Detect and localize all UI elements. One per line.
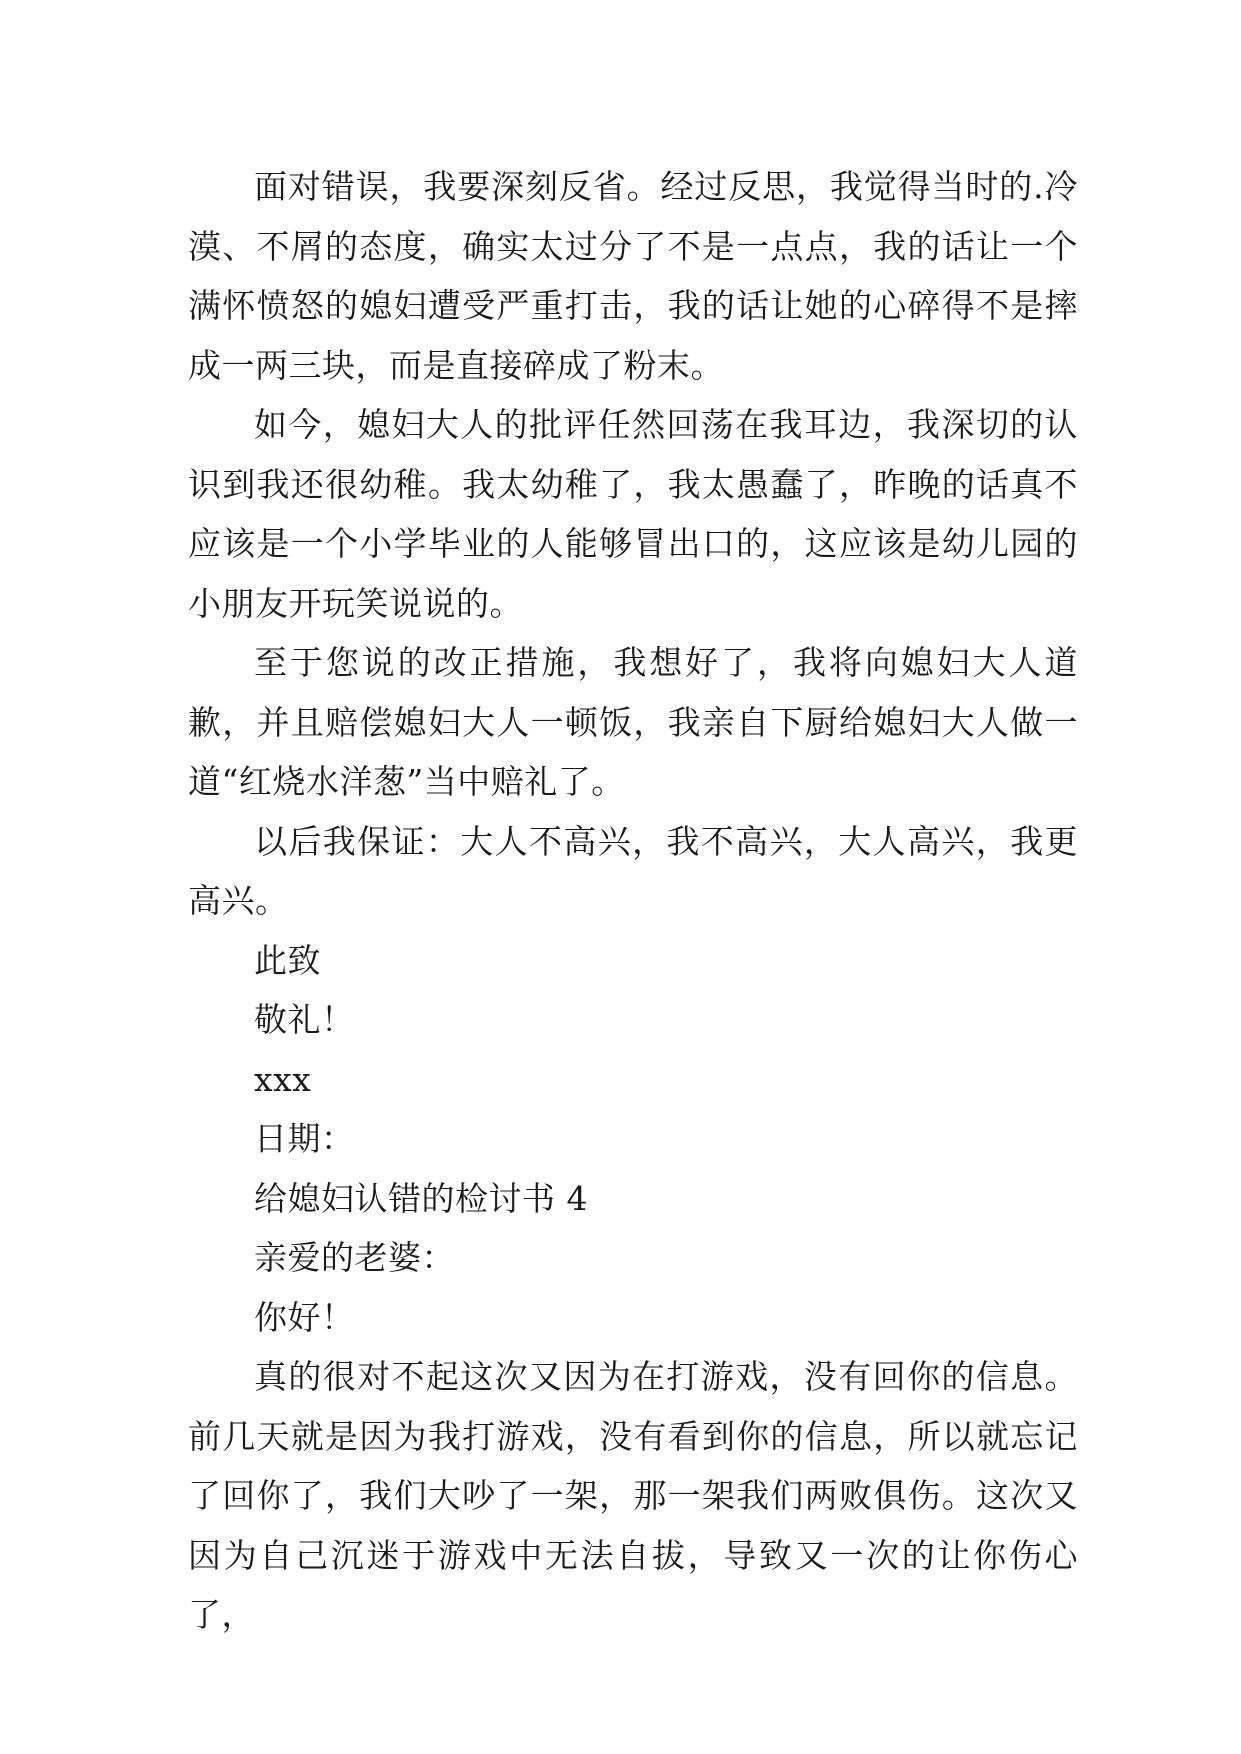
section-title: 给媳妇认错的检讨书 4 xyxy=(254,1178,588,1218)
paragraph-reflection: 面对错误，我要深刻反省。经过反思，我觉得当时的.冷漠、不屑的态度，确实太过分了不是一点点，我的话让一个满怀愤怒的媳妇遭受严重打击，我的话让她的心碎得不是摔成一两三块，而是直接碎成了粉末。 xyxy=(188,167,1078,385)
greeting: 你好！ xyxy=(254,1297,355,1337)
closing-line: 此致 xyxy=(254,940,321,980)
signature: xxx xyxy=(254,1059,312,1099)
paragraph-corrective-measures: 至于您说的改正措施，我想好了，我将向媳妇大人道歉，并且赔偿媳妇大人一顿饭，我亲自下厨给媳妇大人做一道“红烧水洋葱”当中赔礼了。 xyxy=(188,643,1078,801)
date-label: 日期： xyxy=(254,1119,355,1158)
paragraph-apology: 真的很对不起这次又因为在打游戏，没有回你的信息。前几天就是因为我打游戏，没有看到你的信息，所以就忘记了回你了，我们大吵了一架，那一架我们两败俱伤。这次又因为自己沉迷于游戏中无法自拔，导致又一次的让你伤心了， xyxy=(188,1357,1078,1634)
document-body xyxy=(188,157,1078,1645)
paragraph-criticism: 如今，媳妇大人的批评任然回荡在我耳边，我深切的认识到我还很幼稚。我太幼稚了，我太愚蠢了，昨晚的话真不应该是一个小学毕业的人能够冒出口的，这应该是幼儿园的小朋友开玩笑说说的。 xyxy=(188,405,1078,623)
paragraph-promise: 以后我保证：大人不高兴，我不高兴，大人高兴，我更高兴。 xyxy=(188,821,1078,920)
greeting-recipient: 亲爱的老婆： xyxy=(254,1238,455,1277)
salute-line: 敬礼！ xyxy=(254,1000,355,1039)
